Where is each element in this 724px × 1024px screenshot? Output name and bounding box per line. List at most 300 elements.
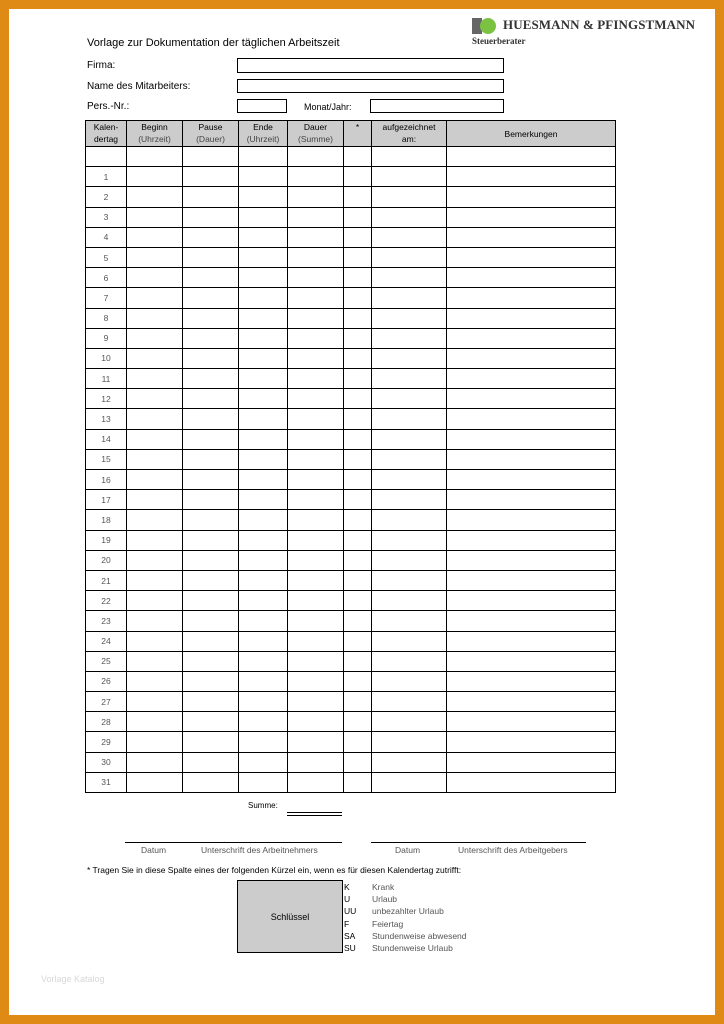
table-row	[86, 247, 616, 267]
table-cell[interactable]	[372, 207, 447, 227]
table-cell[interactable]	[344, 732, 372, 752]
table-cell[interactable]	[288, 651, 344, 671]
table-cell[interactable]	[447, 772, 616, 792]
table-cell[interactable]	[288, 288, 344, 308]
table-cell[interactable]	[239, 268, 288, 288]
table-cell[interactable]	[288, 530, 344, 550]
table-cell[interactable]	[183, 449, 239, 469]
table-cell[interactable]	[372, 389, 447, 409]
table-cell[interactable]	[372, 328, 447, 348]
table-cell[interactable]	[344, 207, 372, 227]
firma-field[interactable]	[237, 58, 504, 73]
table-cell[interactable]	[447, 268, 616, 288]
table-cell[interactable]	[127, 268, 183, 288]
day-number: 25	[86, 651, 127, 671]
table-cell[interactable]	[344, 510, 372, 530]
table-cell[interactable]	[344, 167, 372, 187]
table-cell[interactable]	[288, 348, 344, 368]
table-row	[86, 651, 616, 671]
table-cell[interactable]	[239, 752, 288, 772]
table-cell[interactable]	[447, 671, 616, 691]
table-cell[interactable]	[447, 449, 616, 469]
table-cell[interactable]	[127, 288, 183, 308]
table-cell[interactable]	[344, 389, 372, 409]
table-cell[interactable]	[344, 550, 372, 570]
table-cell[interactable]	[127, 470, 183, 490]
table-cell[interactable]	[127, 752, 183, 772]
table-cell[interactable]	[344, 369, 372, 389]
day-number: 13	[86, 409, 127, 429]
table-cell[interactable]	[183, 348, 239, 368]
table-cell[interactable]	[127, 167, 183, 187]
table-cell[interactable]	[288, 227, 344, 247]
table-cell[interactable]	[447, 288, 616, 308]
key-description: Krank	[372, 882, 395, 892]
table-cell[interactable]	[183, 429, 239, 449]
day-number: 10	[86, 348, 127, 368]
table-cell[interactable]	[183, 288, 239, 308]
table-row	[86, 308, 616, 328]
table-cell[interactable]	[447, 510, 616, 530]
table-cell[interactable]	[127, 732, 183, 752]
table-cell[interactable]	[183, 247, 239, 267]
table-cell[interactable]	[344, 429, 372, 449]
table-row	[86, 167, 616, 187]
table-cell[interactable]	[127, 772, 183, 792]
key-box	[237, 880, 343, 953]
table-cell[interactable]	[447, 147, 616, 167]
table-cell[interactable]	[344, 449, 372, 469]
table-row	[86, 530, 616, 550]
table-cell[interactable]	[288, 570, 344, 590]
table-cell[interactable]	[239, 510, 288, 530]
table-cell[interactable]	[372, 651, 447, 671]
table-cell[interactable]	[344, 570, 372, 590]
table-cell[interactable]	[183, 570, 239, 590]
day-number: 11	[86, 369, 127, 389]
table-row	[86, 732, 616, 752]
table-cell[interactable]	[127, 207, 183, 227]
table-cell[interactable]	[183, 692, 239, 712]
table-cell[interactable]	[447, 369, 616, 389]
header-star: *	[344, 121, 372, 147]
table-header-row	[86, 121, 616, 147]
table-cell[interactable]	[127, 671, 183, 691]
table-cell[interactable]	[447, 389, 616, 409]
table-cell[interactable]	[288, 247, 344, 267]
table-cell[interactable]	[239, 227, 288, 247]
table-row	[86, 631, 616, 651]
table-cell[interactable]	[127, 631, 183, 651]
table-cell[interactable]	[183, 147, 239, 167]
table-cell[interactable]	[447, 752, 616, 772]
table-cell[interactable]	[183, 732, 239, 752]
table-cell[interactable]	[372, 409, 447, 429]
table-cell[interactable]	[288, 167, 344, 187]
header-dauer: Dauer (Summe)	[288, 121, 344, 147]
summe-line	[287, 812, 342, 813]
key-description: Stundenweise Urlaub	[372, 942, 453, 953]
date-label-employee: Datum	[141, 845, 167, 855]
table-cell[interactable]	[344, 470, 372, 490]
table-cell[interactable]	[447, 470, 616, 490]
table-cell[interactable]	[183, 409, 239, 429]
table-cell[interactable]	[127, 348, 183, 368]
table-cell[interactable]	[344, 147, 372, 167]
table-cell[interactable]	[183, 510, 239, 530]
table-cell[interactable]	[372, 671, 447, 691]
day-number: 12	[86, 389, 127, 409]
header-pause: Pause (Dauer)	[183, 121, 239, 147]
header-bemerkungen: Bemerkungen	[447, 121, 616, 147]
table-cell[interactable]	[372, 268, 447, 288]
table-cell[interactable]	[372, 732, 447, 752]
day-number: 3	[86, 207, 127, 227]
logo-name: HUESMANN & PFINGSTMANN	[503, 17, 696, 32]
signature-line-employer	[371, 842, 586, 843]
table-cell[interactable]	[344, 187, 372, 207]
table-cell[interactable]	[447, 692, 616, 712]
table-cell[interactable]	[344, 308, 372, 328]
table-cell[interactable]	[447, 247, 616, 267]
day-number: 8	[86, 308, 127, 328]
signature-label-employee: Unterschrift des Arbeitnehmers	[201, 845, 318, 855]
table-cell[interactable]	[239, 429, 288, 449]
table-cell[interactable]	[372, 227, 447, 247]
table-cell[interactable]	[127, 328, 183, 348]
table-cell[interactable]	[288, 631, 344, 651]
table-cell[interactable]	[288, 187, 344, 207]
table-cell[interactable]	[127, 530, 183, 550]
table-cell[interactable]	[127, 449, 183, 469]
table-cell[interactable]	[447, 187, 616, 207]
table-cell[interactable]	[239, 288, 288, 308]
table-cell[interactable]	[239, 651, 288, 671]
table-cell[interactable]	[239, 611, 288, 631]
table-cell[interactable]	[127, 429, 183, 449]
table-cell[interactable]	[288, 369, 344, 389]
table-cell[interactable]	[288, 389, 344, 409]
table-cell[interactable]	[239, 470, 288, 490]
table-cell[interactable]	[372, 369, 447, 389]
table-cell[interactable]	[447, 308, 616, 328]
table-cell[interactable]	[344, 268, 372, 288]
table-cell[interactable]	[288, 772, 344, 792]
key-code: U	[344, 894, 351, 905]
table-cell[interactable]	[183, 470, 239, 490]
table-cell[interactable]	[447, 570, 616, 590]
table-row	[86, 591, 616, 611]
table-cell[interactable]	[183, 268, 239, 288]
table-cell[interactable]	[288, 268, 344, 288]
table-cell[interactable]	[344, 772, 372, 792]
table-cell[interactable]	[447, 732, 616, 752]
table-cell[interactable]	[239, 712, 288, 732]
table-cell[interactable]	[344, 288, 372, 308]
table-cell[interactable]	[344, 671, 372, 691]
table-cell[interactable]	[183, 772, 239, 792]
day-number: 4	[86, 227, 127, 247]
table-cell[interactable]	[239, 692, 288, 712]
table-cell[interactable]	[239, 530, 288, 550]
table-cell[interactable]	[288, 449, 344, 469]
table-cell[interactable]	[372, 490, 447, 510]
table-cell[interactable]	[344, 530, 372, 550]
table-cell[interactable]	[344, 348, 372, 368]
table-cell[interactable]	[372, 510, 447, 530]
table-cell[interactable]	[288, 550, 344, 570]
table-cell[interactable]	[239, 308, 288, 328]
table-cell[interactable]	[288, 429, 344, 449]
table-cell[interactable]	[447, 348, 616, 368]
table-cell[interactable]	[344, 591, 372, 611]
day-number: 14	[86, 429, 127, 449]
table-cell[interactable]	[288, 207, 344, 227]
table-cell[interactable]	[447, 429, 616, 449]
table-row	[86, 409, 616, 429]
table-cell[interactable]	[372, 752, 447, 772]
table-cell[interactable]	[183, 207, 239, 227]
table-cell[interactable]	[239, 389, 288, 409]
table-cell[interactable]	[288, 510, 344, 530]
table-cell[interactable]	[344, 631, 372, 651]
persnr-field[interactable]	[237, 99, 287, 113]
table-cell[interactable]	[127, 247, 183, 267]
table-cell[interactable]	[372, 449, 447, 469]
table-cell[interactable]	[372, 167, 447, 187]
table-cell[interactable]	[183, 389, 239, 409]
table-cell[interactable]	[239, 328, 288, 348]
table-cell[interactable]	[372, 147, 447, 167]
table-cell[interactable]	[239, 369, 288, 389]
table-body	[86, 147, 616, 793]
table-row	[86, 490, 616, 510]
logo-mark-icon	[472, 18, 498, 34]
table-cell[interactable]	[372, 550, 447, 570]
table-cell[interactable]	[183, 187, 239, 207]
table-cell[interactable]	[447, 207, 616, 227]
table-cell[interactable]	[239, 591, 288, 611]
table-row	[86, 429, 616, 449]
table-cell[interactable]	[127, 227, 183, 247]
table-cell[interactable]	[183, 752, 239, 772]
table-cell[interactable]	[447, 227, 616, 247]
table-row	[86, 752, 616, 772]
table-cell[interactable]	[183, 490, 239, 510]
table-row	[86, 389, 616, 409]
day-number: 20	[86, 550, 127, 570]
table-cell[interactable]	[127, 712, 183, 732]
table-cell[interactable]	[372, 288, 447, 308]
table-row	[86, 187, 616, 207]
table-row	[86, 510, 616, 530]
table-cell[interactable]	[288, 308, 344, 328]
table-cell[interactable]	[344, 247, 372, 267]
table-cell[interactable]	[372, 187, 447, 207]
table-cell[interactable]	[183, 671, 239, 691]
logo-subtitle: Steuerberater	[472, 36, 526, 46]
table-cell[interactable]	[288, 732, 344, 752]
day-number: 6	[86, 268, 127, 288]
table-cell[interactable]	[288, 490, 344, 510]
table-cell[interactable]	[288, 328, 344, 348]
table-cell[interactable]	[239, 490, 288, 510]
table-cell[interactable]	[127, 510, 183, 530]
table-cell[interactable]	[447, 409, 616, 429]
table-cell[interactable]	[239, 732, 288, 752]
table-cell[interactable]	[127, 187, 183, 207]
table-cell[interactable]	[344, 692, 372, 712]
day-number: 15	[86, 449, 127, 469]
table-cell[interactable]	[344, 651, 372, 671]
table-cell[interactable]	[372, 631, 447, 651]
table-cell[interactable]	[288, 470, 344, 490]
table-cell[interactable]	[288, 409, 344, 429]
table-cell[interactable]	[127, 409, 183, 429]
table-cell[interactable]	[239, 409, 288, 429]
day-number: 24	[86, 631, 127, 651]
table-cell[interactable]	[183, 550, 239, 570]
table-cell[interactable]	[447, 651, 616, 671]
monat-field[interactable]	[370, 99, 504, 113]
table-cell[interactable]	[239, 348, 288, 368]
mitarbeiter-field[interactable]	[237, 79, 504, 93]
table-cell[interactable]	[288, 671, 344, 691]
table-cell[interactable]	[288, 712, 344, 732]
table-cell[interactable]	[127, 591, 183, 611]
table-cell[interactable]	[447, 591, 616, 611]
table-cell[interactable]	[288, 147, 344, 167]
table-cell[interactable]	[127, 611, 183, 631]
key-description: unbezahlter Urlaub	[372, 906, 444, 917]
table-cell[interactable]	[183, 712, 239, 732]
table-row	[86, 611, 616, 631]
table-cell[interactable]	[239, 167, 288, 187]
table-row	[86, 348, 616, 368]
table-cell[interactable]	[372, 247, 447, 267]
day-number: 7	[86, 288, 127, 308]
table-row	[86, 449, 616, 469]
label-monat: Monat/Jahr:	[304, 102, 352, 112]
table-cell[interactable]	[239, 147, 288, 167]
table-cell[interactable]	[372, 772, 447, 792]
table-cell[interactable]	[183, 591, 239, 611]
table-cell[interactable]	[447, 490, 616, 510]
table-cell[interactable]	[447, 611, 616, 631]
table-cell[interactable]	[239, 550, 288, 570]
day-number: 28	[86, 712, 127, 732]
table-cell[interactable]	[183, 167, 239, 187]
table-cell[interactable]	[288, 591, 344, 611]
table-cell[interactable]	[183, 611, 239, 631]
table-cell[interactable]	[183, 651, 239, 671]
table-cell[interactable]	[239, 187, 288, 207]
day-number: 26	[86, 671, 127, 691]
table-cell[interactable]	[344, 752, 372, 772]
table-cell[interactable]	[372, 348, 447, 368]
timesheet-table	[85, 120, 616, 793]
table-cell[interactable]	[239, 449, 288, 469]
table-cell[interactable]	[239, 671, 288, 691]
signature-label-employer: Unterschrift des Arbeitgebers	[458, 845, 568, 855]
table-cell[interactable]	[372, 570, 447, 590]
table-cell[interactable]	[372, 308, 447, 328]
table-cell[interactable]	[447, 712, 616, 732]
label-mitarbeiter: Name des Mitarbeiters:	[87, 81, 191, 92]
day-number: 16	[86, 470, 127, 490]
key-label: Schlüssel	[270, 911, 310, 922]
table-cell[interactable]	[288, 692, 344, 712]
table-cell[interactable]	[127, 651, 183, 671]
table-cell[interactable]	[447, 631, 616, 651]
header-kalendertag: Kalen- dertag	[86, 121, 127, 147]
table-cell[interactable]	[447, 167, 616, 187]
day-number: 23	[86, 611, 127, 631]
table-cell[interactable]	[127, 692, 183, 712]
table-cell[interactable]	[239, 570, 288, 590]
table-cell[interactable]	[183, 530, 239, 550]
day-number: 30	[86, 752, 127, 772]
table-cell[interactable]	[127, 369, 183, 389]
table-cell[interactable]	[344, 611, 372, 631]
table-cell[interactable]	[372, 429, 447, 449]
table-cell[interactable]	[372, 470, 447, 490]
table-cell[interactable]	[127, 550, 183, 570]
table-cell[interactable]	[86, 147, 127, 167]
table-cell[interactable]	[372, 712, 447, 732]
table-cell[interactable]	[344, 328, 372, 348]
table-cell[interactable]	[372, 611, 447, 631]
table-row	[86, 692, 616, 712]
day-number: 29	[86, 732, 127, 752]
table-row	[86, 227, 616, 247]
table-cell[interactable]	[183, 308, 239, 328]
key-code: UU	[344, 906, 357, 917]
table-cell[interactable]	[239, 247, 288, 267]
table-cell[interactable]	[183, 369, 239, 389]
table-cell[interactable]	[127, 570, 183, 590]
table-cell[interactable]	[344, 227, 372, 247]
table-cell[interactable]	[372, 591, 447, 611]
table-cell[interactable]	[239, 207, 288, 227]
table-cell[interactable]	[288, 752, 344, 772]
table-cell[interactable]	[447, 328, 616, 348]
table-cell[interactable]	[239, 772, 288, 792]
day-number: 1	[86, 167, 127, 187]
table-cell[interactable]	[344, 712, 372, 732]
table-cell[interactable]	[127, 490, 183, 510]
table-cell[interactable]	[127, 389, 183, 409]
table-cell[interactable]	[183, 328, 239, 348]
table-cell[interactable]	[447, 550, 616, 570]
table-cell[interactable]	[183, 227, 239, 247]
table-cell[interactable]	[447, 530, 616, 550]
table-row	[86, 328, 616, 348]
table-cell[interactable]	[127, 308, 183, 328]
table-cell[interactable]	[344, 490, 372, 510]
table-cell[interactable]	[239, 631, 288, 651]
table-cell[interactable]	[288, 611, 344, 631]
key-code: SA	[344, 930, 356, 941]
table-cell[interactable]	[127, 147, 183, 167]
table-row	[86, 268, 616, 288]
table-cell[interactable]	[372, 692, 447, 712]
table-cell[interactable]	[183, 631, 239, 651]
table-cell[interactable]	[344, 409, 372, 429]
day-number: 22	[86, 591, 127, 611]
table-cell[interactable]	[372, 530, 447, 550]
table-row	[86, 470, 616, 490]
